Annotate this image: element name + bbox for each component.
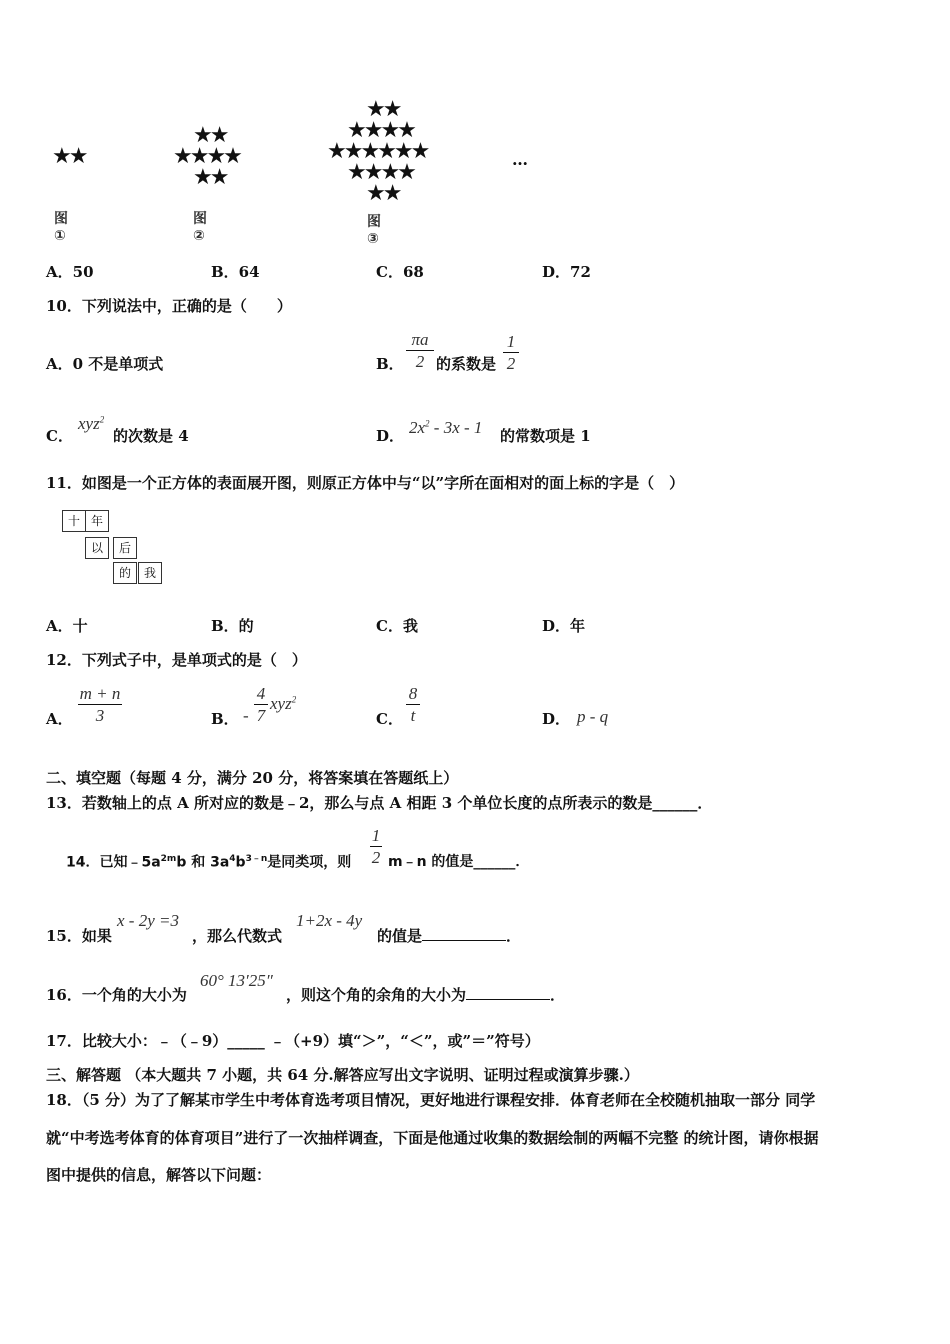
q10-c-expression [78, 414, 104, 434]
fraction-numerator: 1 [371, 826, 381, 845]
q11-option-a: A．十 [46, 617, 88, 635]
star-row: ★★ [193, 123, 227, 148]
q10-option-b-prefix: B． [376, 355, 404, 373]
q15-suffix [377, 925, 521, 946]
star-row: ★★ [366, 97, 400, 122]
q12-option-b-prefix: B． [211, 710, 239, 728]
expression-text: 2x [409, 418, 426, 437]
q9-option-d: D．72 [542, 263, 591, 281]
q13: 13．若数轴上的点 A 所对应的数是﹣2，那么与点 A 相距 3 个单位长度的点所表示的数是______． [46, 794, 713, 812]
section-3-heading: 三、解答题 （本大题共 7 小题，共 64 分.解答应写出文字说明、证明过程或演算步骤.） [46, 1066, 639, 1084]
q12-d-expression: p - q [577, 707, 609, 726]
fraction-denominator: t [410, 706, 416, 725]
q15-expression-1: x - 2y =3 [117, 911, 179, 930]
q10-option-b-mid: 的系数是 [436, 355, 497, 373]
q16-suffix [286, 984, 565, 1005]
q14-tail: m﹣n 的值是______． [388, 854, 530, 870]
q11-stem: 11．如图是一个正方体的表面展开图，则原正方体中与“以”字所在面相对的面上标的字是（ ） [46, 474, 685, 492]
q10-option-d-prefix: D． [376, 427, 405, 445]
q10-option-c-prefix: C． [46, 427, 73, 445]
q15-mid: ，那么代数式 [192, 927, 283, 945]
fraction-bar [78, 704, 122, 705]
q12-b-tail [270, 694, 296, 714]
q10-d-expression [409, 418, 482, 438]
star-row: ★★ [366, 181, 400, 206]
expression-text: xyz [78, 414, 100, 433]
fraction-bar [503, 352, 519, 353]
q10-b-fraction [406, 330, 434, 371]
section-2-heading: 二、填空题（每题 4 分，满分 20 分，将答案填在答题纸上） [46, 769, 459, 787]
fraction-denominator: 7 [256, 706, 266, 725]
q11-option-d: D．年 [542, 617, 586, 635]
expression-text: xyz [270, 694, 292, 713]
q15-suffix-text: 的值是 [377, 927, 423, 945]
q12-option-d-prefix: D． [542, 710, 571, 728]
cube-net-cell: 我 [138, 562, 162, 584]
q12-b-fraction [254, 684, 268, 725]
q12-b-sign: - [243, 706, 249, 725]
answer-blank[interactable] [466, 985, 550, 1000]
q9-option-a: A．50 [46, 263, 94, 281]
q16-prefix: 16．一个角的大小为 [46, 986, 187, 1004]
fraction-bar [254, 704, 268, 705]
q12-option-c-prefix: C． [376, 710, 403, 728]
q18-line-2: 就“中考选考体育的体育项目”进行了一次抽样调查，下面是他通过收集的数据绘制的两幅不完整 的统计图，请你根据 [46, 1129, 819, 1147]
figure-label-1: 图① [54, 211, 68, 244]
star-row: ★★★★ [347, 160, 414, 185]
exponent: 2 [425, 418, 430, 429]
q9-option-c: C．68 [376, 263, 424, 281]
q10-option-c-suffix: 的次数是 4 [113, 427, 189, 445]
exponent: 2m [160, 854, 177, 864]
q14-text: b [235, 854, 246, 871]
q12-c-fraction [406, 684, 420, 725]
star-row: ★★ [193, 165, 227, 190]
q10-option-a: A．0 不是单项式 [46, 355, 164, 373]
q16-suffix-text: ，则这个角的余角的大小为 [286, 986, 467, 1004]
q11-option-c: C．我 [376, 617, 418, 635]
fraction-denominator: 2 [415, 352, 425, 371]
fraction-numerator: m + n [79, 684, 121, 703]
q10-option-d-suffix: 的常数项是 1 [500, 427, 591, 445]
q16-angle: 60° 13′25″ [200, 971, 273, 990]
q14-fraction [370, 826, 382, 867]
q14-text: 14．已知﹣5a [66, 854, 161, 871]
figure-label-2: 图② [193, 211, 207, 244]
exponent: 2 [291, 694, 297, 705]
fraction-denominator: 2 [506, 354, 516, 373]
q15-expression-2: 1+2x - 4y [296, 911, 363, 930]
q14-line [66, 851, 351, 872]
q9-option-b: B．64 [211, 263, 260, 281]
q12-option-a-prefix: A． [46, 710, 73, 728]
q16-end: ． [550, 986, 566, 1004]
ellipsis: … [512, 150, 528, 169]
q15-end: ． [506, 927, 522, 945]
fraction-bar [406, 704, 420, 705]
fraction-numerator: 1 [506, 332, 516, 351]
exponent: 3﹣n [245, 854, 268, 864]
fraction-numerator: 8 [408, 684, 418, 703]
exponent: 4 [229, 854, 236, 864]
q14-text: 是同类项，则 [267, 854, 352, 871]
q17: 17．比较大小：﹣（﹣9）_____ ﹣（+9）填“＞”，“＜”，或”＝”符号） [46, 1032, 540, 1050]
expression-text: - 3x - 1 [429, 418, 483, 437]
q12-a-fraction [78, 684, 122, 725]
fraction-bar [370, 846, 382, 847]
fraction-numerator: πa [411, 330, 429, 349]
star-row: ★★ [52, 144, 86, 169]
q10-b-fraction-2 [503, 332, 519, 373]
cube-net-cell: 以 [85, 537, 109, 559]
cube-net-cell: 后 [113, 537, 137, 559]
star-row: ★★★★★★ [327, 139, 428, 164]
q11-option-b: B．的 [211, 617, 254, 635]
answer-blank[interactable] [422, 926, 506, 941]
q18-line-3: 图中提供的信息，解答以下问题： [46, 1166, 272, 1184]
cube-net-cell: 十 [62, 510, 86, 532]
fraction-bar [406, 350, 434, 351]
q18-line-1: 18．（5 分）为了了解某市学生中考体育选考项目情况，更好地进行课程安排．体育老师在全校随机抽取一部分 同学 [46, 1091, 816, 1109]
q15-prefix: 15．如果 [46, 927, 112, 945]
fraction-denominator: 2 [371, 848, 381, 867]
fraction-denominator: 3 [95, 706, 105, 725]
cube-net-cell: 的 [113, 562, 137, 584]
q10-stem: 10．下列说法中，正确的是（ ） [46, 297, 292, 315]
q14-text: b 和 3a [176, 854, 230, 871]
q12-stem: 12．下列式子中，是单项式的是（ ） [46, 651, 307, 669]
exponent: 2 [99, 414, 105, 425]
figure-label-3: 图③ [367, 214, 381, 247]
star-row: ★★★★ [173, 144, 240, 169]
cube-net-cell: 年 [85, 510, 109, 532]
fraction-numerator: 4 [256, 684, 266, 703]
star-row: ★★★★ [347, 118, 414, 143]
